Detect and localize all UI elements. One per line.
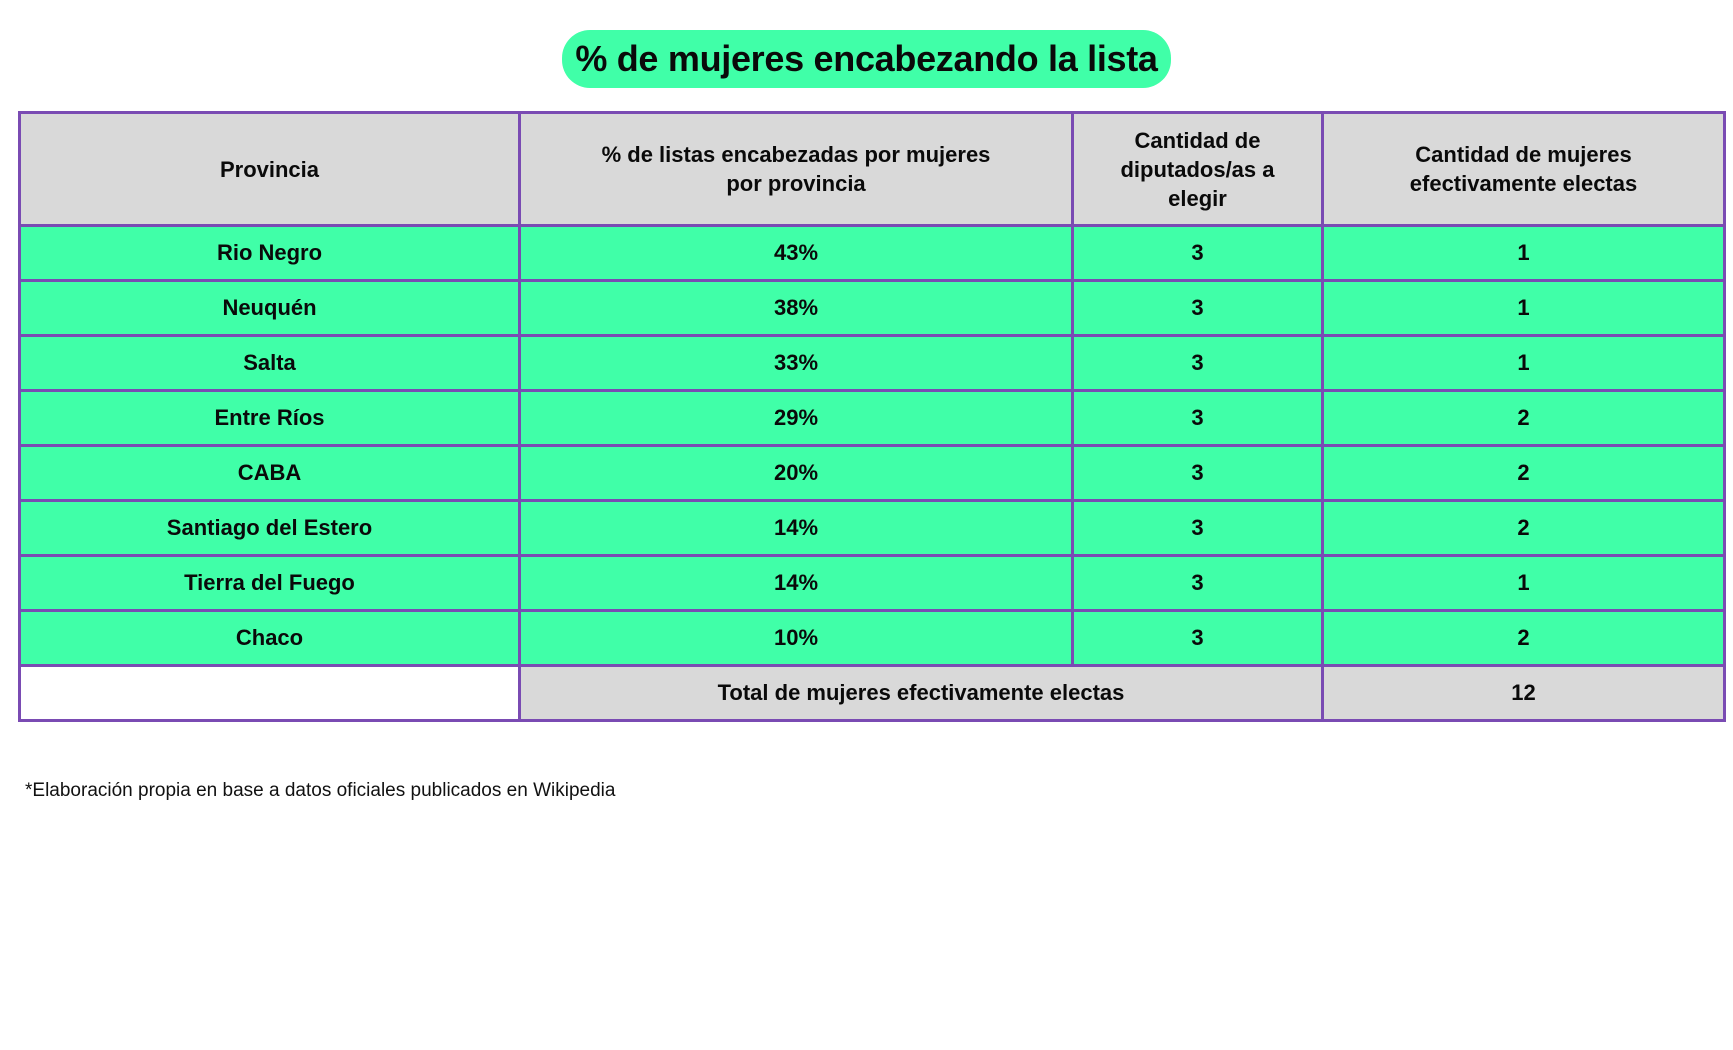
cell-diputados: 3 <box>1073 281 1323 336</box>
table-row <box>20 611 1725 666</box>
table-row <box>20 391 1725 446</box>
cell-provincia: Rio Negro <box>20 226 520 281</box>
cell-diputados: 3 <box>1073 611 1323 666</box>
cell-electas: 2 <box>1323 446 1725 501</box>
footnote: *Elaboración propia en base a datos oficiales publicados en Wikipedia <box>25 780 616 801</box>
cell-electas: 1 <box>1323 556 1725 611</box>
cell-electas: 1 <box>1323 226 1725 281</box>
cell-provincia: Neuquén <box>20 281 520 336</box>
total-row <box>20 666 1725 721</box>
total-blank-cell <box>20 666 520 721</box>
cell-diputados: 3 <box>1073 226 1323 281</box>
cell-electas: 1 <box>1323 336 1725 391</box>
header-row <box>20 113 1725 226</box>
cell-electas: 2 <box>1323 391 1725 446</box>
cell-pct: 20% <box>520 446 1073 501</box>
cell-provincia: Tierra del Fuego <box>20 556 520 611</box>
cell-provincia: Chaco <box>20 611 520 666</box>
cell-pct: 14% <box>520 501 1073 556</box>
cell-diputados: 3 <box>1073 391 1323 446</box>
table-header <box>20 113 1725 226</box>
cell-provincia: Entre Ríos <box>20 391 520 446</box>
cell-electas: 2 <box>1323 501 1725 556</box>
table-row <box>20 446 1725 501</box>
table-row <box>20 281 1725 336</box>
table-body <box>20 226 1725 721</box>
cell-pct: 29% <box>520 391 1073 446</box>
cell-pct: 38% <box>520 281 1073 336</box>
cell-diputados: 3 <box>1073 501 1323 556</box>
header-diputados: Cantidad de diputados/as a elegir <box>1073 113 1323 226</box>
cell-pct: 14% <box>520 556 1073 611</box>
cell-provincia: Santiago del Estero <box>20 501 520 556</box>
title-container <box>0 30 1733 88</box>
cell-pct: 10% <box>520 611 1073 666</box>
chart-title: % de mujeres encabezando la lista <box>562 30 1170 88</box>
cell-pct: 33% <box>520 336 1073 391</box>
header-provincia: Provincia <box>20 113 520 226</box>
cell-diputados: 3 <box>1073 446 1323 501</box>
cell-diputados: 3 <box>1073 556 1323 611</box>
header-pct-listas: % de listas encabezadas por mujeres por provincia <box>520 113 1073 226</box>
cell-provincia: Salta <box>20 336 520 391</box>
table-row <box>20 501 1725 556</box>
total-label: Total de mujeres efectivamente electas <box>520 666 1323 721</box>
cell-pct: 43% <box>520 226 1073 281</box>
table-row <box>20 556 1725 611</box>
table-row <box>20 336 1725 391</box>
table-row <box>20 226 1725 281</box>
cell-provincia: CABA <box>20 446 520 501</box>
cell-electas: 2 <box>1323 611 1725 666</box>
data-table <box>18 111 1726 722</box>
header-electas: Cantidad de mujeres efectivamente electas <box>1323 113 1725 226</box>
cell-diputados: 3 <box>1073 336 1323 391</box>
total-value: 12 <box>1323 666 1725 721</box>
cell-electas: 1 <box>1323 281 1725 336</box>
